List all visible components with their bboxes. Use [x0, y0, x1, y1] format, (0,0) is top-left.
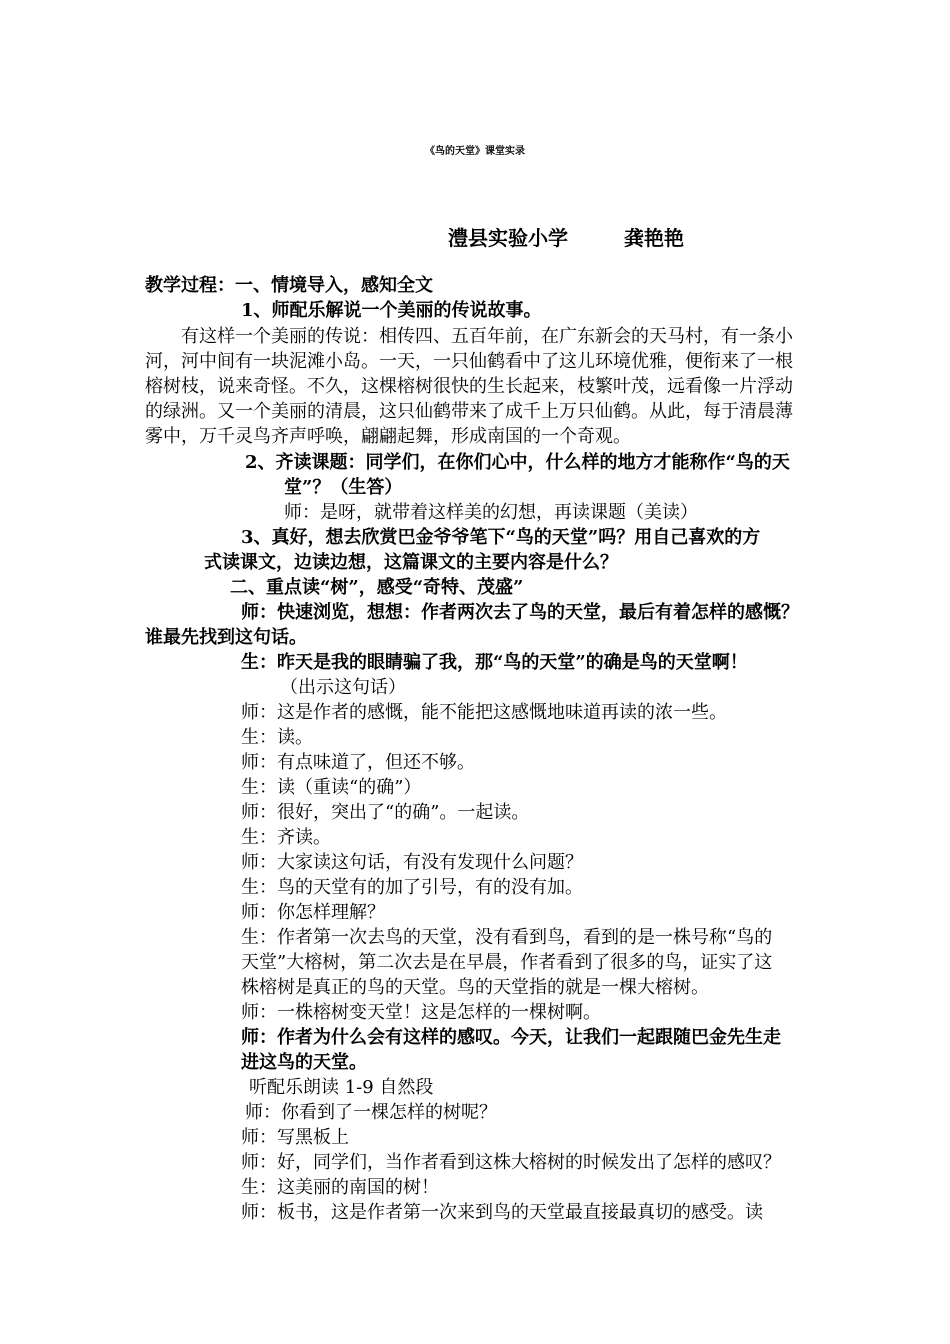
text-line: 谁最先找到这句话。	[145, 627, 307, 648]
text-line: 二、重点读“树”，感受“奇特、茂盛”	[230, 577, 524, 598]
text-line: 生：齐读。	[241, 827, 331, 848]
text-line: 株榕树是真正的鸟的天堂。鸟的天堂指的就是一棵大榕树。	[241, 977, 709, 998]
text-line: 师：这是作者的感慨，能不能把这感慨地味道再读的浓一些。	[241, 702, 727, 723]
text-line: 师：是呀，就带着这样美的幻想，再读课题（美读）	[284, 502, 698, 523]
text-line: 1、师配乐解说一个美丽的传说故事。	[241, 300, 542, 321]
text-line: 生：作者第一次去鸟的天堂，没有看到鸟，看到的是一株号称“鸟的	[241, 927, 773, 948]
text-line: 师：好，同学们，当作者看到这株大榕树的时候发出了怎样的感叹？	[241, 1152, 781, 1173]
text-line: 式读课文，边读边想，这篇课文的主要内容是什么？	[204, 552, 618, 573]
text-line: 堂”？（生答）	[284, 477, 403, 498]
text-line: 生：鸟的天堂有的加了引号，有的没有加。	[241, 877, 583, 898]
text-line: 教学过程：一、情境导入，感知全文	[145, 275, 433, 296]
author-line	[448, 224, 684, 252]
text-line: 师：你看到了一棵怎样的树呢？	[245, 1102, 497, 1123]
text-line: 师：你怎样理解？	[241, 902, 385, 923]
text-line: 生：读（重读“的确”）	[241, 777, 422, 798]
school-name: 澧县实验小学	[448, 226, 568, 250]
text-line: 师：一株榕树变天堂！这是怎样的一棵树啊。	[241, 1002, 601, 1023]
text-line: 3、真好，想去欣赏巴金爷爷笔下“鸟的天堂”吗？用自己喜欢的方	[241, 527, 761, 548]
author-name: 龚艳艳	[624, 226, 684, 250]
document-title: 《鸟的天堂》课堂实录	[425, 146, 525, 157]
text-line: 师：大家读这句话，有没有发现什么问题？	[241, 852, 583, 873]
text-line: 生：昨天是我的眼睛骗了我，那“鸟的天堂”的确是鸟的天堂啊！	[241, 652, 748, 673]
text-line: 听配乐朗读 1-9 自然段	[249, 1077, 434, 1098]
text-line: 有这样一个美丽的传说：相传四、五百年前，在广东新会的天马村，有一条小	[181, 326, 793, 347]
text-line: 雾中，万千灵鸟齐声呼唤，翩翩起舞，形成南国的一个奇观。	[145, 426, 631, 447]
text-line: 师：快速浏览，想想：作者两次去了鸟的天堂，最后有着怎样的感慨？	[241, 602, 799, 623]
text-line: 生：读。	[241, 727, 313, 748]
text-line: （出示这句话）	[280, 677, 406, 698]
text-line: 进这鸟的天堂。	[241, 1052, 367, 1073]
text-line: 的绿洲。又一个美丽的清晨，这只仙鹤带来了成千上万只仙鹤。从此，每于清晨薄	[145, 401, 793, 422]
text-line: 河，河中间有一块泥滩小岛。一天，一只仙鹤看中了这儿环境优雅，便衔来了一根	[145, 351, 793, 372]
text-line: 师：写黑板上	[241, 1127, 349, 1148]
text-line: 生：这美丽的南国的树！	[241, 1177, 439, 1198]
text-line: 2、齐读课题：同学们，在你们心中，什么样的地方才能称作“鸟的天	[245, 452, 790, 473]
text-line: 师：板书，这是作者第一次来到鸟的天堂最直接最真切的感受。读	[241, 1202, 763, 1223]
text-line: 师：很好，突出了“的确”。一起读。	[241, 802, 530, 823]
text-line: 师：有点味道了，但还不够。	[241, 752, 475, 773]
text-line: 师：作者为什么会有这样的感叹。今天，让我们一起跟随巴金先生走	[241, 1027, 781, 1048]
text-line: 天堂”大榕树，第二次去是在早晨，作者看到了很多的鸟，证实了这	[241, 952, 773, 973]
text-line: 榕树枝，说来奇怪。不久，这棵榕树很快的生长起来，枝繁叶茂，远看像一片浮动	[145, 376, 793, 397]
